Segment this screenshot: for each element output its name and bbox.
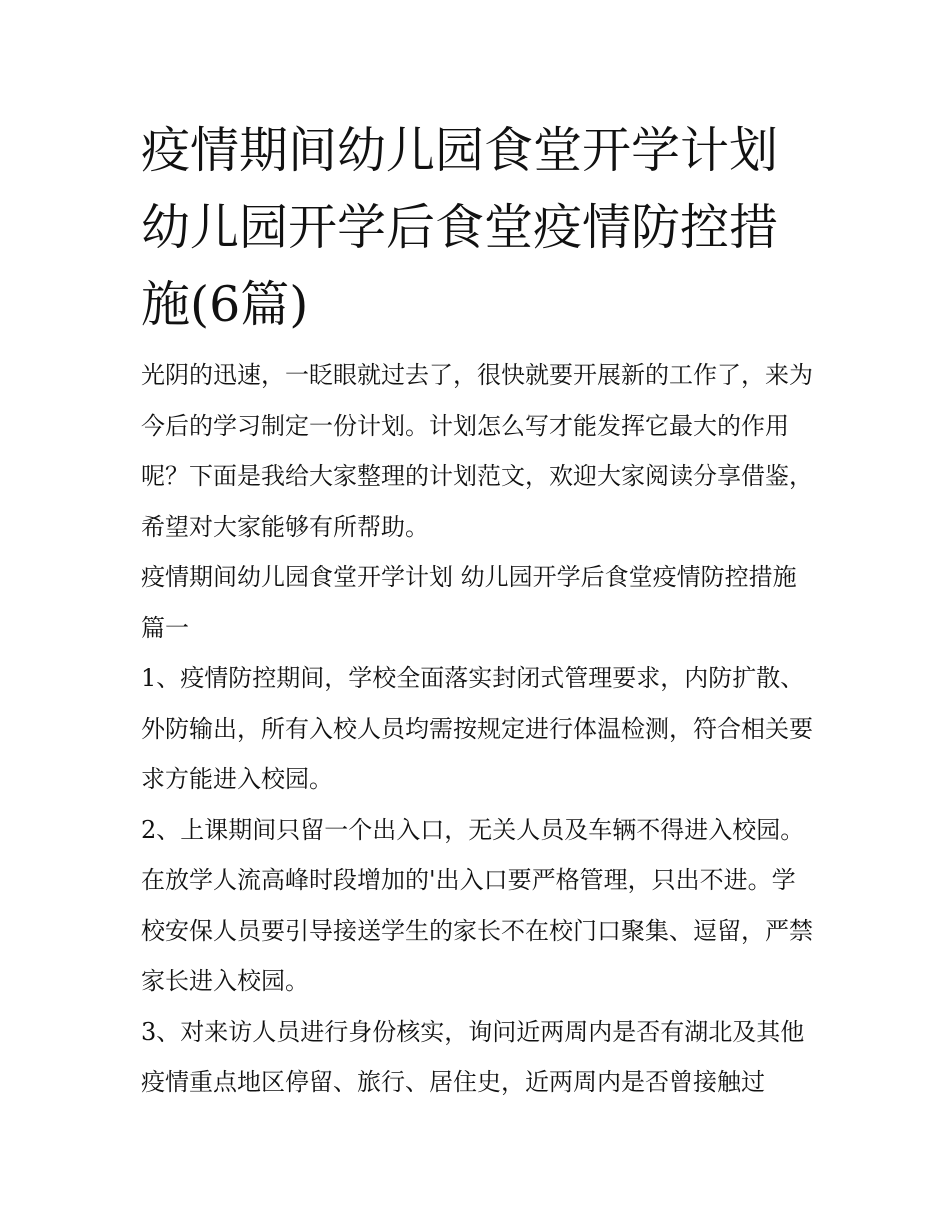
document-page — [141, 112, 813, 1108]
list-item-3: 3、对来访人员进行身份核实，询问近两周内是否有湖北及其他疫情重点地区停留、旅行、居住史，近两周内是否曾接触过 — [141, 1017, 805, 1096]
document-title: 疫情期间幼儿园食堂开学计划 幼儿园开学后食堂疫情防控措施(6篇) — [141, 122, 779, 333]
intro-paragraph: 光阴的迅速，一眨眼就过去了，很快就要开展新的工作了，来为今后的学习制定一份计划。计划怎么写才能发挥它最大的作用呢？下面是我给大家整理的计划范文，欢迎大家阅读分享借鉴，希望对大家能够有所帮助。 — [141, 361, 813, 541]
section-heading: 疫情期间幼儿园食堂开学计划 幼儿园开学后食堂疫情防控措施篇一 — [141, 563, 797, 642]
list-item-2: 2、上课期间只留一个出入口，无关人员及车辆不得进入校园。在放学人流高峰时段增加的'出入口要严格管理，只出不进。学校安保人员要引导接送学生的家长不在校门口聚集、逗留，严禁家长进入校园。 — [141, 815, 813, 995]
list-item-1: 1、疫情防控期间，学校全面落实封闭式管理要求，内防扩散、外防输出，所有入校人员均需按规定进行体温检测，符合相关要求方能进入校园。 — [141, 664, 813, 793]
